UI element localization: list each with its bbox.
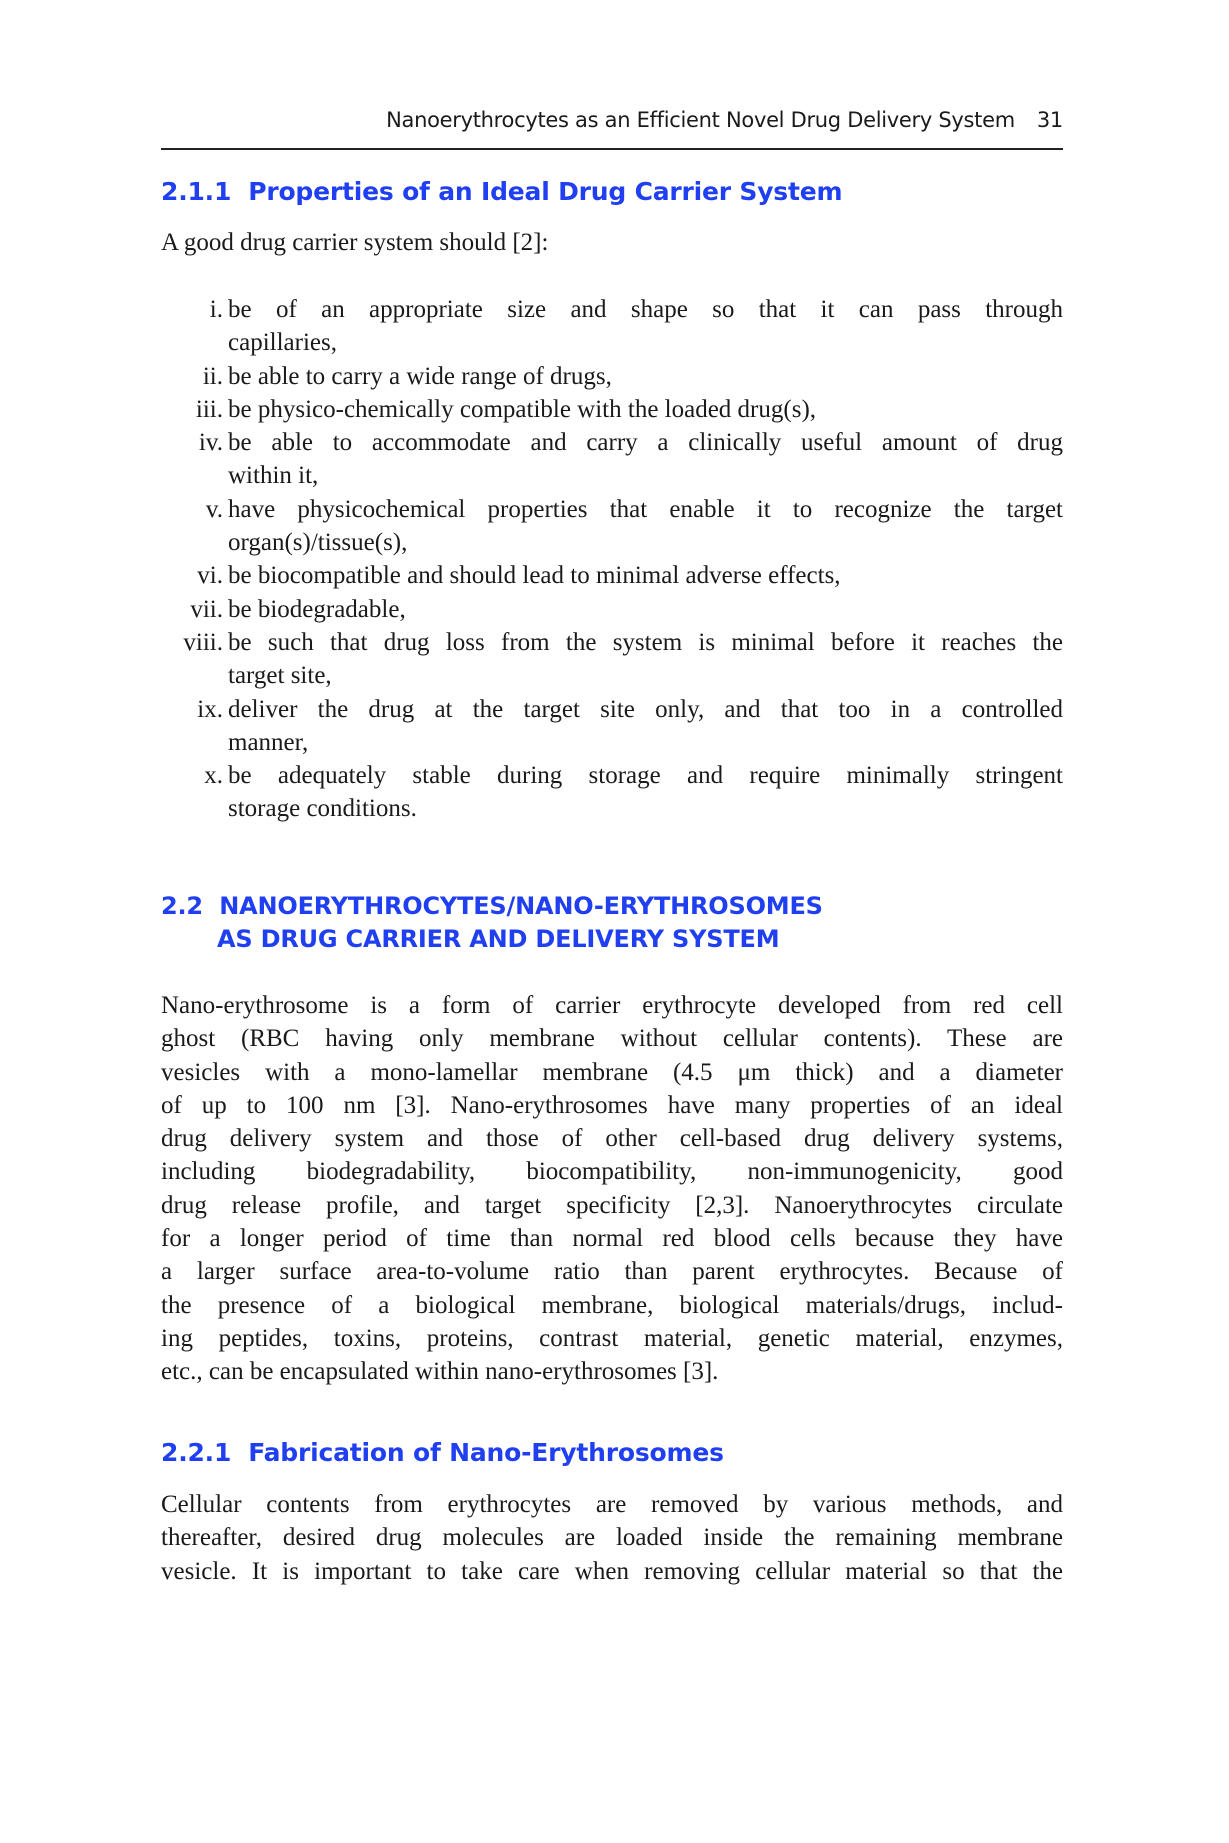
text-line: ghost (RBC having only membrane without cellular contents). These are [161,1025,1063,1053]
page-number: 31 [1036,108,1063,132]
heading-number: 2.1.1 [161,177,232,206]
paragraph-2-2 [161,989,1063,1389]
list-item-number: viii. [183,628,223,656]
list-item-number: vii. [190,595,223,623]
text-line: Cellular contents from erythrocytes are removed by various methods, and [161,1491,1063,1518]
text-line: including biodegradability, biocompatibility, non-immunogenicity, good [161,1158,1063,1186]
text-line: of up to 100 nm [3]. Nano-erythrosomes have many properties of an ideal [161,1091,1063,1119]
intro-text [161,226,1063,259]
list-item-text [228,593,1063,626]
text-line: be physico-chemically compatible with the loaded drug(s), [228,395,817,423]
properties-list [161,293,1063,826]
list-item [161,360,1063,393]
text-line: be able to carry a wide range of drugs, [228,362,612,390]
list-item-text [228,759,1063,826]
heading-2-2-1 [161,1438,724,1467]
list-item-number: iv. [198,429,223,457]
list-item-number: ii. [202,362,223,390]
text-line: Nano-erythrosome is a form of carrier erythrocyte developed from red cell [161,992,1063,1019]
list-item-text [228,360,1063,393]
text-line: thereafter, desired drug molecules are loaded inside the remaining membrane [161,1524,1063,1552]
text-line: be biodegradable, [228,595,406,623]
heading-title: Fabrication of Nano-Erythrosomes [248,1438,724,1467]
heading-title-line2: AS DRUG CARRIER AND DELIVERY SYSTEM [217,925,780,953]
list-item-text [228,493,1063,560]
list-item [161,693,1063,760]
list-item [161,293,1063,360]
text-line: the presence of a biological membrane, biological materials/drugs, includ- [161,1291,1063,1319]
list-item [161,493,1063,560]
heading-2-1-1 [161,177,842,206]
list-item [161,559,1063,592]
list-item-number: iii. [195,395,223,423]
text-line: be adequately stable during storage and require minimally stringent [228,762,1063,790]
text-line: be such that drug loss from the system is minimal before it reaches the [228,628,1063,656]
text-line: for a longer period of time than normal red blood cells because they have [161,1225,1063,1253]
text-line: organ(s)/tissue(s), [228,529,408,557]
heading-2-2 [161,890,823,956]
text-line: a larger surface area-to-volume ratio than parent erythrocytes. Because of [161,1258,1063,1286]
list-item-number: i. [209,296,223,323]
list-item-number: v. [205,495,223,523]
list-item-text [228,626,1063,693]
list-item [161,759,1063,826]
text-line: target site, [228,662,332,690]
list-item-text [228,293,1063,360]
text-line: storage conditions. [228,795,417,823]
text-line: manner, [228,728,309,756]
list-item [161,426,1063,493]
text-line: ing peptides, toxins, proteins, contrast material, genetic material, enzymes, [161,1324,1063,1352]
running-header-title: Nanoerythrocytes as an Efficient Novel Drug Delivery System [386,108,1015,132]
text-line: deliver the drug at the target site only, and that too in a controlled [228,695,1063,723]
list-item [161,593,1063,626]
text-line: etc., can be encapsulated within nano-erythrosomes [3]. [161,1358,719,1386]
list-item-number: vi. [197,562,223,590]
text-line: drug release profile, and target specificity [2,3]. Nanoerythrocytes circulate [161,1191,1063,1219]
heading-number: 2.2.1 [161,1438,232,1467]
list-item-text [228,393,1063,426]
header-rule [161,148,1063,150]
text-line: drug delivery system and those of other cell-based drug delivery systems, [161,1125,1063,1153]
text-line: be of an appropriate size and shape so that it can pass through [228,296,1063,323]
list-item-text [228,426,1063,493]
list-item [161,393,1063,426]
list-item-number: x. [204,762,223,790]
text-line: vesicles with a mono-lamellar membrane (4.5 μm thick) and a diameter [161,1058,1063,1086]
heading-number: 2.2 [161,892,203,920]
list-item [161,626,1063,693]
heading-title: Properties of an Ideal Drug Carrier System [248,177,843,206]
text-line: vesicle. It is important to take care when removing cellular material so that the [161,1557,1063,1585]
text-line: be able to accommodate and carry a clinically useful amount of drug [228,429,1063,457]
list-item-text [228,693,1063,760]
list-item-text [228,559,1063,592]
intro-line: A good drug carrier system should [2]: [161,229,549,256]
running-header [161,108,1063,132]
text-line: have physicochemical properties that enable it to recognize the target [228,495,1063,523]
text-line: capillaries, [228,329,337,357]
text-line: within it, [228,462,319,490]
paragraph-2-2-1 [161,1488,1063,1588]
list-item-number: ix. [197,695,223,723]
heading-title-line1: NANOERYTHROCYTES/NANO-ERYTHROSOMES [219,892,823,920]
text-line: be biocompatible and should lead to minimal adverse effects, [228,562,841,590]
